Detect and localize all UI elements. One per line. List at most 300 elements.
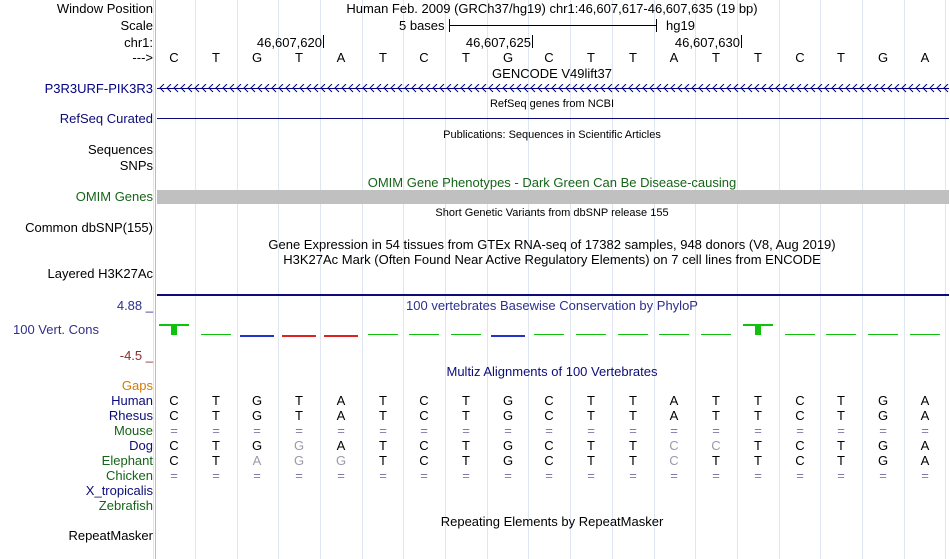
gaps-label: Gaps bbox=[121, 378, 153, 393]
strand-arrow bbox=[923, 84, 927, 92]
aligned-base: C bbox=[419, 408, 429, 423]
strand-arrow bbox=[461, 84, 465, 92]
aligned-base: C bbox=[544, 453, 554, 468]
strand-arrow bbox=[664, 84, 668, 92]
strand-arrow bbox=[237, 84, 241, 92]
strand-arrow bbox=[244, 84, 248, 92]
strand-arrow bbox=[916, 84, 920, 92]
sequences-track-label[interactable]: Sequences bbox=[87, 142, 153, 157]
conservation-track-label[interactable]: 100 Vert. Cons bbox=[13, 322, 99, 337]
strand-arrow bbox=[223, 84, 227, 92]
aligned-base: T bbox=[295, 408, 303, 423]
strand-arrow bbox=[209, 84, 213, 92]
aligned-base: C bbox=[169, 393, 179, 408]
aligned-base: T bbox=[587, 438, 595, 453]
window-position-label: Window Position bbox=[56, 1, 153, 16]
strand-arrow bbox=[524, 84, 528, 92]
aligned-base: = bbox=[504, 468, 512, 483]
aligned-base: C bbox=[795, 438, 805, 453]
strand-arrow bbox=[713, 84, 717, 92]
strand-arrow bbox=[566, 84, 570, 92]
aligned-base: C bbox=[544, 438, 554, 453]
conservation-bar bbox=[910, 334, 940, 335]
aligned-base: = bbox=[170, 468, 178, 483]
aligned-base: = bbox=[295, 468, 303, 483]
aligned-base: C bbox=[544, 393, 554, 408]
strand-arrow bbox=[706, 84, 710, 92]
species-label[interactable]: X_tropicalis bbox=[85, 483, 153, 498]
omim-track-title: OMIM Gene Phenotypes - Dark Green Can Be Disease-causing bbox=[367, 175, 737, 190]
scale-label: Scale bbox=[120, 18, 153, 33]
aligned-base: G bbox=[502, 438, 514, 453]
conservation-bar bbox=[785, 334, 815, 335]
aligned-base: = bbox=[420, 468, 428, 483]
position-tick-3: 46,607,630 bbox=[674, 35, 740, 50]
aligned-base: T bbox=[379, 408, 387, 423]
aligned-base: C bbox=[419, 453, 429, 468]
aligned-base: = bbox=[629, 423, 637, 438]
refseq-gene-line[interactable] bbox=[157, 118, 949, 119]
aligned-base: T bbox=[212, 408, 220, 423]
aligned-base: A bbox=[920, 393, 930, 408]
strand-arrow bbox=[608, 84, 612, 92]
strand-arrow bbox=[804, 84, 808, 92]
strand-arrow bbox=[860, 84, 864, 92]
strand-arrow bbox=[748, 84, 752, 92]
aligned-base: T bbox=[462, 393, 470, 408]
strand-arrow bbox=[251, 84, 255, 92]
conservation-track-title: 100 vertebrates Basewise Conservation by PhyloP bbox=[406, 298, 698, 313]
sequence-base: T bbox=[212, 50, 220, 65]
sequence-base: C bbox=[169, 50, 179, 65]
sequence-base: G bbox=[502, 50, 514, 65]
position-tick-mark-3 bbox=[741, 35, 742, 48]
gencode-strand-arrows bbox=[157, 84, 949, 93]
grid-line bbox=[153, 0, 154, 559]
aligned-base: T bbox=[587, 393, 595, 408]
strand-arrow bbox=[699, 84, 703, 92]
strand-arrow bbox=[384, 84, 388, 92]
strand-arrow bbox=[853, 84, 857, 92]
aligned-base: G bbox=[335, 453, 347, 468]
strand-arrow bbox=[685, 84, 689, 92]
strand-arrow bbox=[286, 84, 290, 92]
aligned-base: A bbox=[336, 393, 346, 408]
strand-arrow bbox=[272, 84, 276, 92]
strand-arrow bbox=[762, 84, 766, 92]
aligned-base: = bbox=[379, 423, 387, 438]
aligned-base: A bbox=[920, 453, 930, 468]
snps-track-label[interactable]: SNPs bbox=[119, 158, 153, 173]
strand-arrow bbox=[867, 84, 871, 92]
strand-arrow bbox=[482, 84, 486, 92]
conservation-bar bbox=[534, 334, 564, 335]
aligned-base: C bbox=[795, 453, 805, 468]
sequence-base: T bbox=[754, 50, 762, 65]
strand-arrow bbox=[818, 84, 822, 92]
strand-arrow bbox=[734, 84, 738, 92]
gencode-track-label[interactable]: P3R3URF-PIK3R3 bbox=[44, 81, 153, 96]
aligned-base: C bbox=[169, 408, 179, 423]
conservation-bar bbox=[491, 335, 525, 337]
conservation-bar bbox=[201, 334, 231, 335]
strand-arrow bbox=[517, 84, 521, 92]
aligned-base: G bbox=[502, 408, 514, 423]
strand-arrow bbox=[496, 84, 500, 92]
strand-arrow bbox=[909, 84, 913, 92]
aligned-base: C bbox=[669, 438, 679, 453]
strand-arrow bbox=[160, 84, 164, 92]
strand-arrow bbox=[279, 84, 283, 92]
position-tick-mark-1 bbox=[323, 35, 324, 48]
aligned-base: A bbox=[920, 408, 930, 423]
aligned-base: = bbox=[379, 468, 387, 483]
aligned-base: G bbox=[502, 393, 514, 408]
aligned-base: T bbox=[712, 393, 720, 408]
strand-arrow bbox=[755, 84, 759, 92]
strand-arrow bbox=[559, 84, 563, 92]
position-tick-mark-2 bbox=[532, 35, 533, 48]
aligned-base: T bbox=[462, 453, 470, 468]
position-tick-1: 46,607,620 bbox=[256, 35, 322, 50]
dbsnp-track-title: Short Genetic Variants from dbSNP release 155 bbox=[435, 207, 669, 219]
species-label[interactable]: Rhesus bbox=[108, 408, 153, 423]
conservation-bar bbox=[282, 335, 316, 337]
aligned-base: = bbox=[253, 423, 261, 438]
aligned-base: C bbox=[795, 408, 805, 423]
conservation-bar bbox=[701, 334, 731, 335]
sequence-base: T bbox=[629, 50, 637, 65]
sequence-base: T bbox=[295, 50, 303, 65]
scale-bar bbox=[449, 25, 656, 26]
aligned-base: A bbox=[669, 408, 679, 423]
strand-arrow bbox=[783, 84, 787, 92]
aligned-base: T bbox=[379, 453, 387, 468]
strand-arrow-label: ---> bbox=[132, 50, 153, 65]
strand-arrow bbox=[356, 84, 360, 92]
aligned-base: T bbox=[712, 408, 720, 423]
strand-arrow bbox=[643, 84, 647, 92]
aligned-base: = bbox=[754, 468, 762, 483]
conservation-bar bbox=[826, 334, 856, 335]
strand-arrow bbox=[167, 84, 171, 92]
strand-arrow bbox=[510, 84, 514, 92]
aligned-base: T bbox=[837, 453, 845, 468]
strand-arrow bbox=[398, 84, 402, 92]
scale-assembly: hg19 bbox=[666, 18, 695, 33]
strand-arrow bbox=[720, 84, 724, 92]
strand-arrow bbox=[489, 84, 493, 92]
aligned-base: C bbox=[169, 438, 179, 453]
aligned-base: T bbox=[212, 393, 220, 408]
strand-arrow bbox=[300, 84, 304, 92]
aligned-base: = bbox=[170, 423, 178, 438]
strand-arrow bbox=[321, 84, 325, 92]
strand-arrow bbox=[328, 84, 332, 92]
aligned-base: = bbox=[462, 468, 470, 483]
aligned-base: C bbox=[669, 453, 679, 468]
chrom-label: chr1: bbox=[124, 35, 153, 50]
aligned-base: = bbox=[462, 423, 470, 438]
sequence-base: A bbox=[336, 50, 346, 65]
strand-arrow bbox=[741, 84, 745, 92]
aligned-base: T bbox=[212, 438, 220, 453]
repeatmasker-track-label[interactable]: RepeatMasker bbox=[68, 528, 153, 543]
aligned-base: G bbox=[251, 438, 263, 453]
strand-arrow bbox=[377, 84, 381, 92]
aligned-base: = bbox=[837, 423, 845, 438]
strand-arrow bbox=[790, 84, 794, 92]
strand-arrow bbox=[678, 84, 682, 92]
sequence-base: T bbox=[587, 50, 595, 65]
strand-arrow bbox=[314, 84, 318, 92]
strand-arrow bbox=[293, 84, 297, 92]
sequence-base: T bbox=[462, 50, 470, 65]
aligned-base: C bbox=[419, 393, 429, 408]
conservation-bar bbox=[409, 334, 439, 335]
position-tick-2: 46,607,625 bbox=[465, 35, 531, 50]
aligned-base: A bbox=[920, 438, 930, 453]
aligned-base: T bbox=[629, 453, 637, 468]
conservation-bar bbox=[576, 334, 606, 335]
strand-arrow bbox=[342, 84, 346, 92]
aligned-base: = bbox=[796, 423, 804, 438]
aligned-base: T bbox=[379, 438, 387, 453]
strand-arrow bbox=[615, 84, 619, 92]
strand-arrow bbox=[447, 84, 451, 92]
aligned-base: G bbox=[877, 453, 889, 468]
strand-arrow bbox=[503, 84, 507, 92]
aligned-base: T bbox=[712, 453, 720, 468]
aligned-base: = bbox=[879, 468, 887, 483]
assembly-position-title: Human Feb. 2009 (GRCh37/hg19) chr1:46,607,617-46,607,635 (19 bp) bbox=[346, 1, 758, 16]
strand-arrow bbox=[825, 84, 829, 92]
strand-arrow bbox=[937, 84, 941, 92]
aligned-base: T bbox=[462, 438, 470, 453]
aligned-base: G bbox=[251, 408, 263, 423]
aligned-base: = bbox=[921, 423, 929, 438]
scale-bar-right-tick bbox=[656, 19, 657, 32]
strand-arrow bbox=[636, 84, 640, 92]
aligned-base: T bbox=[629, 438, 637, 453]
aligned-base: = bbox=[212, 468, 220, 483]
aligned-base: = bbox=[712, 423, 720, 438]
dbsnp-track-label[interactable]: Common dbSNP(155) bbox=[25, 220, 153, 235]
species-label[interactable]: Dog bbox=[129, 438, 153, 453]
strand-arrow bbox=[650, 84, 654, 92]
sequence-base: A bbox=[920, 50, 930, 65]
conservation-bar bbox=[868, 334, 898, 335]
aligned-base: T bbox=[462, 408, 470, 423]
strand-arrow bbox=[930, 84, 934, 92]
aligned-base: = bbox=[796, 468, 804, 483]
strand-arrow bbox=[419, 84, 423, 92]
aligned-base: = bbox=[253, 468, 261, 483]
strand-arrow bbox=[881, 84, 885, 92]
refseq-track-label[interactable]: RefSeq Curated bbox=[59, 111, 153, 126]
aligned-base: G bbox=[877, 438, 889, 453]
omim-track-label[interactable]: OMIM Genes bbox=[75, 189, 153, 204]
sequence-base: T bbox=[837, 50, 845, 65]
strand-arrow bbox=[335, 84, 339, 92]
aligned-base: A bbox=[336, 438, 346, 453]
aligned-base: = bbox=[420, 423, 428, 438]
scale-text: 5 bases bbox=[399, 18, 445, 33]
aligned-base: C bbox=[711, 438, 721, 453]
strand-arrow bbox=[195, 84, 199, 92]
sequence-base: T bbox=[379, 50, 387, 65]
strand-arrow bbox=[811, 84, 815, 92]
aligned-base: T bbox=[754, 393, 762, 408]
label-divider bbox=[155, 0, 156, 559]
conservation-bar-cap bbox=[159, 324, 189, 326]
sequence-base: C bbox=[544, 50, 554, 65]
strand-arrow bbox=[769, 84, 773, 92]
strand-arrow bbox=[468, 84, 472, 92]
aligned-base: G bbox=[251, 393, 263, 408]
aligned-base: G bbox=[877, 408, 889, 423]
strand-arrow bbox=[181, 84, 185, 92]
aligned-base: T bbox=[837, 438, 845, 453]
aligned-base: T bbox=[379, 393, 387, 408]
aligned-base: G bbox=[293, 453, 305, 468]
conservation-bar bbox=[451, 334, 481, 335]
aligned-base: A bbox=[336, 408, 346, 423]
gtex-track-title: Gene Expression in 54 tissues from GTEx RNA-seq of 17382 samples, 948 donors (V8, Aug 2019) bbox=[268, 237, 836, 252]
strand-arrow bbox=[902, 84, 906, 92]
publications-track-title: Publications: Sequences in Scientific Articles bbox=[443, 129, 661, 141]
aligned-base: T bbox=[295, 393, 303, 408]
species-label[interactable]: Elephant bbox=[101, 453, 153, 468]
strand-arrow bbox=[727, 84, 731, 92]
strand-arrow bbox=[405, 84, 409, 92]
aligned-base: A bbox=[252, 453, 262, 468]
gencode-track-title: GENCODE V49lift37 bbox=[492, 66, 612, 81]
strand-arrow bbox=[433, 84, 437, 92]
aligned-base: = bbox=[837, 468, 845, 483]
aligned-base: = bbox=[504, 423, 512, 438]
multiz-track-title: Multiz Alignments of 100 Vertebrates bbox=[446, 364, 658, 379]
aligned-base: T bbox=[629, 408, 637, 423]
aligned-base: = bbox=[295, 423, 303, 438]
aligned-base: G bbox=[293, 438, 305, 453]
strand-arrow bbox=[454, 84, 458, 92]
strand-arrow bbox=[545, 84, 549, 92]
strand-arrow bbox=[797, 84, 801, 92]
sequence-base: C bbox=[795, 50, 805, 65]
strand-arrow bbox=[832, 84, 836, 92]
aligned-base: = bbox=[921, 468, 929, 483]
sequence-base: C bbox=[419, 50, 429, 65]
strand-arrow bbox=[363, 84, 367, 92]
aligned-base: G bbox=[877, 393, 889, 408]
aligned-base: = bbox=[212, 423, 220, 438]
aligned-base: = bbox=[545, 423, 553, 438]
aligned-base: T bbox=[754, 408, 762, 423]
strand-arrow bbox=[426, 84, 430, 92]
species-label[interactable]: Human bbox=[111, 393, 153, 408]
aligned-base: G bbox=[502, 453, 514, 468]
aligned-base: = bbox=[337, 423, 345, 438]
conservation-bar-cap bbox=[743, 324, 773, 326]
strand-arrow bbox=[174, 84, 178, 92]
species-label[interactable]: Mouse bbox=[113, 423, 153, 438]
species-label[interactable]: Chicken bbox=[106, 468, 153, 483]
strand-arrow bbox=[776, 84, 780, 92]
aligned-base: A bbox=[669, 393, 679, 408]
strand-arrow bbox=[573, 84, 577, 92]
aligned-base: = bbox=[670, 423, 678, 438]
aligned-base: T bbox=[587, 453, 595, 468]
strand-arrow bbox=[370, 84, 374, 92]
species-label[interactable]: Zebrafish bbox=[98, 498, 153, 513]
scale-bar-left-tick bbox=[449, 19, 450, 32]
strand-arrow bbox=[587, 84, 591, 92]
strand-arrow bbox=[657, 84, 661, 92]
refseq-track-title: RefSeq genes from NCBI bbox=[489, 98, 615, 110]
conservation-bar bbox=[618, 334, 648, 335]
strand-arrow bbox=[622, 84, 626, 92]
strand-arrow bbox=[307, 84, 311, 92]
strand-arrow bbox=[874, 84, 878, 92]
h3k27ac-track-title: H3K27Ac Mark (Often Found Near Active Regulatory Elements) on 7 cell lines from ENCODE bbox=[283, 252, 821, 267]
strand-arrow bbox=[412, 84, 416, 92]
aligned-base: = bbox=[670, 468, 678, 483]
strand-arrow bbox=[258, 84, 262, 92]
strand-arrow bbox=[531, 84, 535, 92]
aligned-base: = bbox=[879, 423, 887, 438]
aligned-base: = bbox=[587, 423, 595, 438]
strand-arrow bbox=[580, 84, 584, 92]
aligned-base: T bbox=[837, 408, 845, 423]
strand-arrow bbox=[671, 84, 675, 92]
strand-arrow bbox=[552, 84, 556, 92]
sequence-base: A bbox=[669, 50, 679, 65]
strand-arrow bbox=[265, 84, 269, 92]
conservation-bar bbox=[368, 334, 398, 335]
conservation-max-label: 4.88 _ bbox=[116, 298, 153, 313]
strand-arrow bbox=[202, 84, 206, 92]
aligned-base: C bbox=[544, 408, 554, 423]
conservation-min-label: -4.5 _ bbox=[119, 348, 153, 363]
aligned-base: T bbox=[212, 453, 220, 468]
repeatmasker-track-title: Repeating Elements by RepeatMasker bbox=[440, 514, 664, 529]
strand-arrow bbox=[440, 84, 444, 92]
sequence-base: G bbox=[251, 50, 263, 65]
strand-arrow bbox=[475, 84, 479, 92]
omim-phenotype-bar[interactable] bbox=[157, 190, 949, 204]
strand-arrow bbox=[216, 84, 220, 92]
strand-arrow bbox=[349, 84, 353, 92]
aligned-base: = bbox=[629, 468, 637, 483]
conservation-plot[interactable] bbox=[157, 318, 949, 350]
strand-arrow bbox=[846, 84, 850, 92]
strand-arrow bbox=[839, 84, 843, 92]
strand-arrow bbox=[944, 84, 948, 92]
strand-arrow bbox=[230, 84, 234, 92]
sequence-base: T bbox=[712, 50, 720, 65]
strand-arrow bbox=[538, 84, 542, 92]
aligned-base: C bbox=[419, 438, 429, 453]
h3k27ac-track-label[interactable]: Layered H3K27Ac bbox=[47, 266, 153, 281]
aligned-base: = bbox=[587, 468, 595, 483]
aligned-base: = bbox=[754, 423, 762, 438]
aligned-base: T bbox=[837, 393, 845, 408]
h3k27ac-signal-line bbox=[157, 294, 949, 296]
aligned-base: T bbox=[629, 393, 637, 408]
aligned-base: C bbox=[169, 453, 179, 468]
aligned-base: = bbox=[712, 468, 720, 483]
